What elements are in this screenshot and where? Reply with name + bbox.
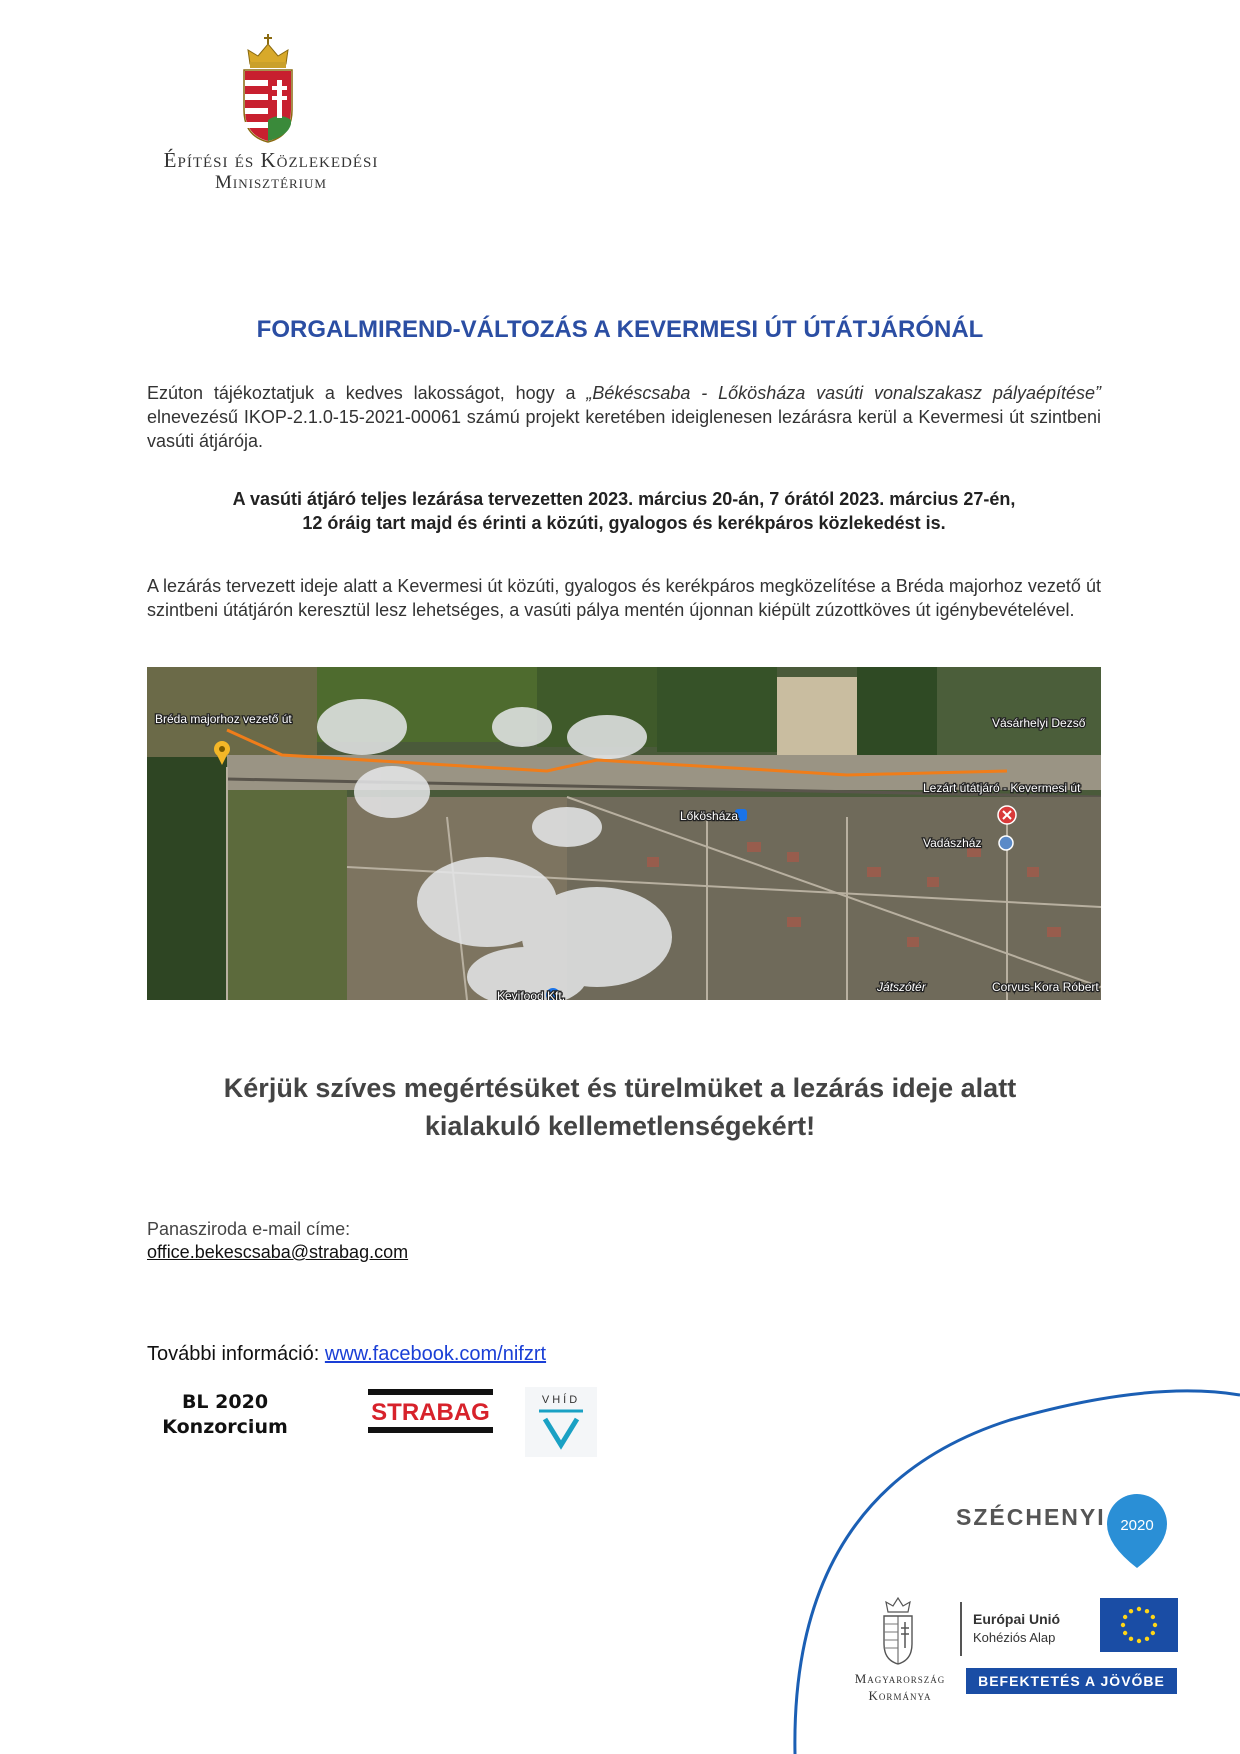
eu-star-icon <box>1129 1637 1133 1641</box>
intro-paragraph <box>147 381 1101 453</box>
map-label-breda: Bréda majorhoz vezető út <box>155 712 292 726</box>
eu-star-icon <box>1137 1639 1141 1643</box>
map-field <box>657 667 777 752</box>
eu-divider <box>960 1602 962 1656</box>
consortium-line1: BL 2020 <box>181 1391 269 1413</box>
more-info-label: További információ: <box>147 1343 325 1365</box>
closing-line1: Kérjük szíves megértésüket és türelmüket a lezárás ideje alatt <box>223 1073 1017 1103</box>
map-field <box>147 757 227 1000</box>
map-label-kevifood: Kevifood Kft. <box>497 989 566 1000</box>
eu-star-icon <box>1145 1637 1149 1641</box>
eu-star-icon <box>1145 1609 1149 1613</box>
closure-period-line1: A vasúti átjáró teljes lezárása tervezetten 2023. március 20-án, 7 órától 2023. március 27-én, <box>232 489 1016 509</box>
closing-statement <box>0 1069 1240 1145</box>
strabag-logo-text: STRABAG <box>371 1399 490 1426</box>
eu-star-icon <box>1123 1615 1127 1619</box>
eu-name: Európai Unió <box>973 1611 1061 1627</box>
invest-in-future-banner: BEFEKTETÉS A JÖVŐBE <box>966 1668 1177 1694</box>
consortium-line2: Konzorcium <box>162 1416 288 1438</box>
map-field <box>937 667 1101 757</box>
map-label-vasarhelyi: Vásárhelyi Dezső <box>992 716 1086 730</box>
closure-period-line2: 12 óráig tart majd és érinti a közúti, gyalogos és kerékpáros közlekedést is. <box>302 513 946 533</box>
eu-star-icon <box>1121 1623 1125 1627</box>
closure-period-paragraph <box>147 487 1101 535</box>
ministry-name-line2: Minisztérium <box>215 172 327 193</box>
eu-star-icon <box>1153 1623 1157 1627</box>
strabag-logo <box>368 1389 493 1439</box>
map-label-lokoshaza: Lőkösháza <box>680 809 739 823</box>
map-label-closed-crossing: Lezárt útátjáró - Kevermesi út <box>923 781 1081 795</box>
eu-star-icon <box>1151 1631 1155 1635</box>
szechenyi-year: 2020 <box>1120 1517 1154 1534</box>
intro-text: Ezúton tájékoztatjuk a kedves lakosságot, hogy a <box>147 383 587 403</box>
vhid-logo-text: VHÍD <box>541 1394 581 1406</box>
vhid-logo <box>525 1387 597 1457</box>
map-label-corvus: Corvus-Kora Róbert <box>992 980 1099 994</box>
intro-rest: elnevezésű IKOP-2.1.0-15-2021-00061 számú projekt keretében ideiglenesen lezárásra kerül a Kevermesi út szintbeni vasúti átjárója. <box>147 407 1101 451</box>
detour-paragraph: A lezárás tervezett ideje alatt a Kevermesi út közúti, gyalogos és kerékpáros megközelítése a Bréda majorhoz vezető út szintbeni útátjárón keresztül lesz lehetséges, a vasúti pálya mentén újonnan kiépült zúzottköves út igénybevételével. <box>147 576 1101 620</box>
map-label-vadaszhaz: Vadászház <box>923 836 982 850</box>
eu-star-icon <box>1151 1615 1155 1619</box>
consortium-name <box>150 1390 300 1440</box>
map-pin-closed-crossing-icon <box>998 806 1016 824</box>
eu-fund-name: Kohéziós Alap <box>973 1630 1056 1645</box>
project-name: „Békéscsaba - Lőkösháza vasúti vonalszakasz pályaépítése” <box>586 383 1101 403</box>
map-field <box>227 787 347 1000</box>
map-label-jatszoter: Játszótér <box>877 980 926 994</box>
page-title: FORGALMIREND-VÁLTOZÁS A KEVERMESI ÚT ÚTÁTJÁRÓNÁL <box>256 316 984 343</box>
eu-star-icon <box>1137 1607 1141 1611</box>
ministry-name-line1: Építési és Közlekedési <box>163 148 379 172</box>
complaint-office-label: Panasziroda e-mail címe: <box>147 1219 351 1239</box>
szechenyi-2020-label: SZÉCHENYI <box>956 1504 1106 1530</box>
complaint-email-link[interactable]: office.bekescsaba@strabag.com <box>147 1242 409 1262</box>
satellite-map-image <box>147 667 1101 1000</box>
closing-line2: kialakuló kellemetlenségekért! <box>424 1111 816 1141</box>
hungarian-coat-of-arms-icon <box>238 32 298 144</box>
facebook-link[interactable]: www.facebook.com/nifzrt <box>324 1343 547 1365</box>
eu-star-icon <box>1123 1631 1127 1635</box>
szechenyi-2020-pin-icon <box>1102 1490 1172 1570</box>
government-name-line1: Magyarország <box>854 1671 946 1686</box>
eu-star-icon <box>1129 1609 1133 1613</box>
government-name-line2: Kormánya <box>868 1688 932 1703</box>
map-pin-vadaszhaz-icon <box>999 836 1013 850</box>
eu-flag-icon <box>1100 1598 1178 1652</box>
more-info-line <box>147 1343 546 1366</box>
government-crest-icon <box>880 1592 916 1666</box>
